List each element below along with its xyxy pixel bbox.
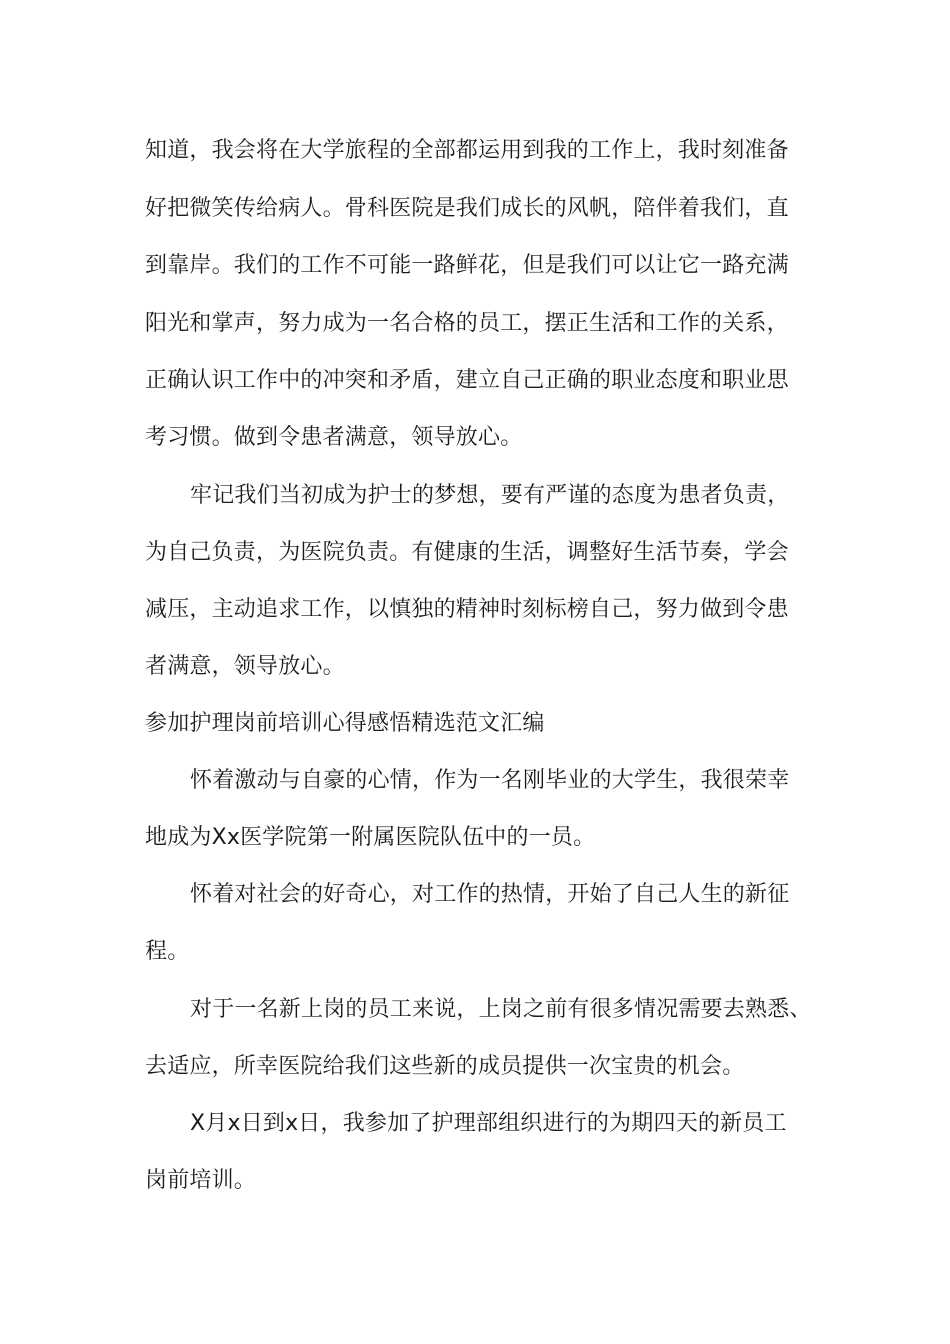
text-line: 正确认识工作中的冲突和矛盾，建立自己正确的职业态度和职业思: [145, 368, 789, 393]
text-line: 考习惯。做到令患者满意，领导放心。: [145, 425, 523, 450]
text-line: 到靠岸。我们的工作不可能一路鲜花，但是我们可以让它一路充满: [145, 253, 789, 278]
text-line: 者满意，领导放心。: [145, 654, 345, 679]
paragraph-first-line: X月x日到x日，我参加了护理部组织进行的为期四天的新员工: [190, 1111, 787, 1136]
text-line: 地成为Xx医学院第一附属医院队伍中的一员。: [145, 825, 596, 850]
text-line: 程。: [145, 939, 190, 964]
section-heading: 参加护理岗前培训心得感悟精选范文汇编: [145, 711, 545, 736]
text-line: 去适应，所幸医院给我们这些新的成员提供一次宝贵的机会。: [145, 1054, 745, 1079]
text-line: 为自己负责，为医院负责。有健康的生活，调整好生活节奏，学会: [145, 540, 789, 565]
text-line: 阳光和掌声，努力成为一名合格的员工，摆正生活和工作的关系，: [145, 311, 789, 336]
text-line: 岗前培训。: [145, 1168, 257, 1193]
text-line: 减压，主动追求工作，以慎独的精神时刻标榜自己，努力做到令患: [145, 597, 789, 622]
text-line: 好把微笑传给病人。骨科医院是我们成长的风帆，陪伴着我们，直: [145, 196, 789, 221]
paragraph-first-line: 牢记我们当初成为护士的梦想，要有严谨的态度为患者负责，: [190, 483, 790, 508]
paragraph-first-line: 对于一名新上岗的员工来说，上岗之前有很多情况需要去熟悉、: [190, 997, 812, 1022]
text-line: 知道，我会将在大学旅程的全部都运用到我的工作上，我时刻准备: [145, 138, 789, 163]
paragraph-first-line: 怀着激动与自豪的心情，作为一名刚毕业的大学生，我很荣幸: [190, 768, 790, 793]
paragraph-first-line: 怀着对社会的好奇心，对工作的热情，开始了自己人生的新征: [190, 882, 790, 907]
